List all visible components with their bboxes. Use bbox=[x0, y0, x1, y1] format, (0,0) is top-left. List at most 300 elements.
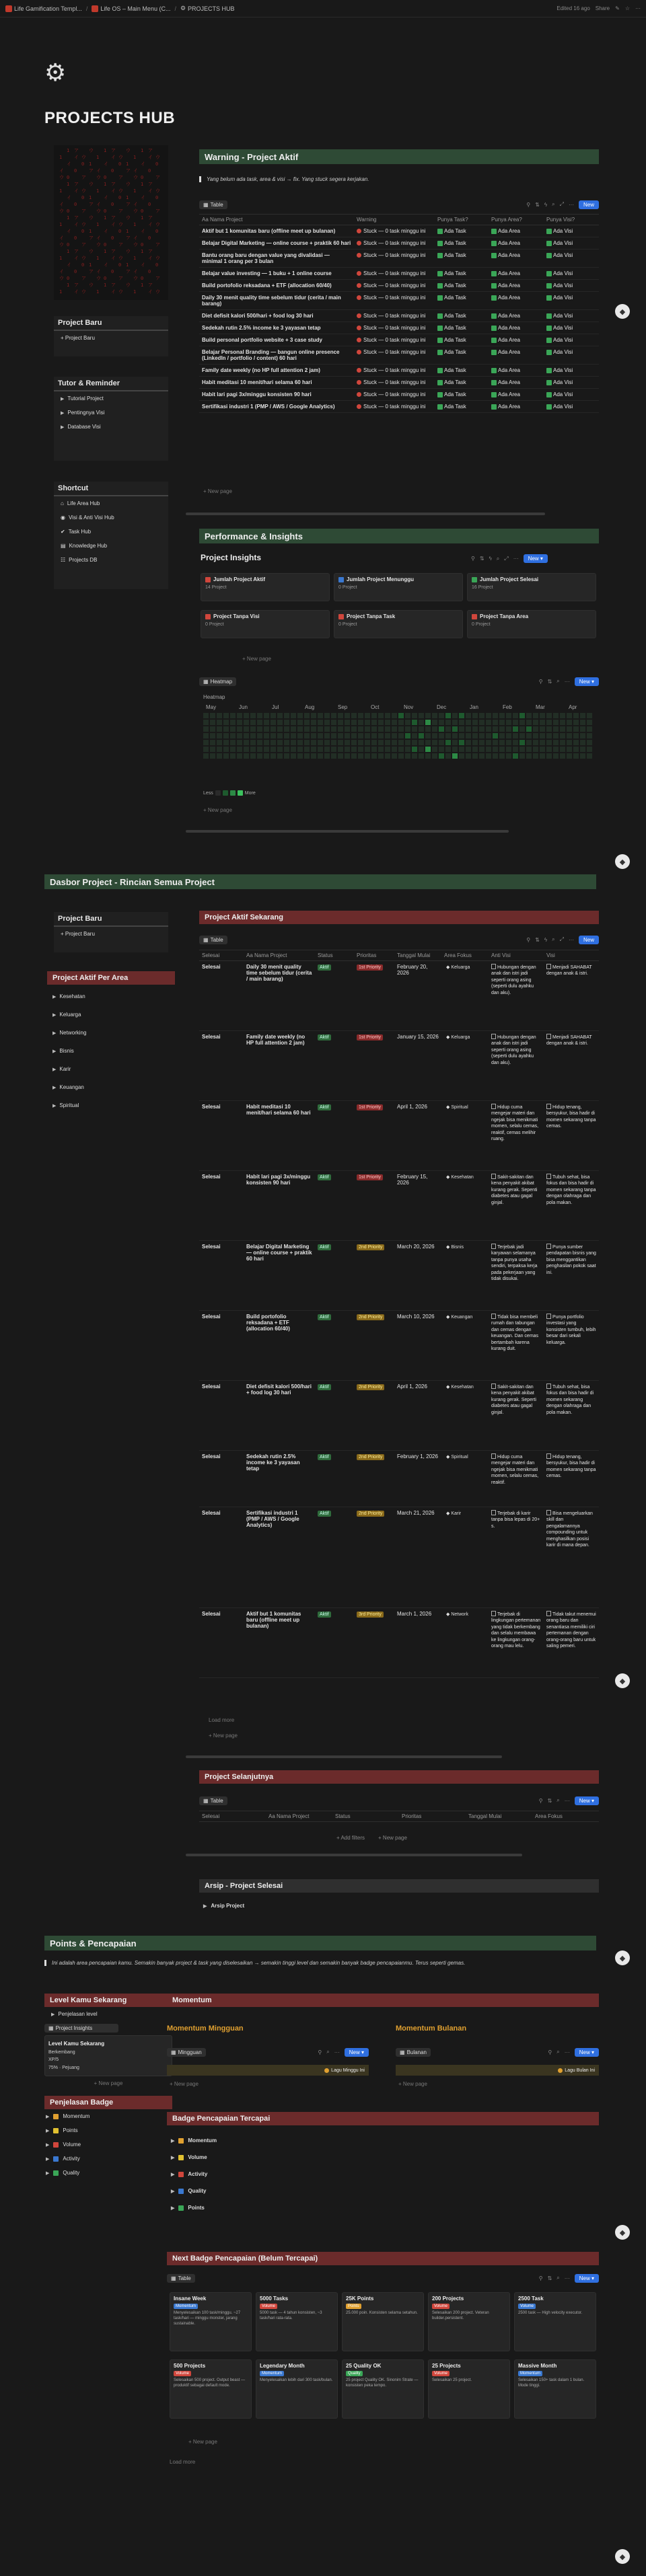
warning-row[interactable] bbox=[199, 250, 599, 268]
heatmap-cell[interactable] bbox=[311, 753, 316, 759]
heatmap-cell[interactable] bbox=[338, 747, 343, 752]
project-name-cell[interactable]: Build portofolio reksadana + ETF (allocation 60/40) bbox=[244, 1311, 315, 1381]
heatmap-cell[interactable] bbox=[223, 740, 229, 745]
badge-explain-item[interactable] bbox=[44, 2109, 172, 2123]
heatmap-cell[interactable] bbox=[573, 740, 579, 745]
heatmap-cell[interactable] bbox=[519, 733, 525, 738]
heatmap-cell[interactable] bbox=[244, 713, 249, 718]
heatmap-cell[interactable] bbox=[466, 720, 471, 725]
level-explain-toggle[interactable]: ▶ Penjelasan level bbox=[51, 2011, 98, 2017]
breadcrumb-3[interactable]: ⚙ PROJECTS HUB bbox=[180, 5, 235, 12]
heatmap-cell[interactable] bbox=[210, 753, 215, 759]
heatmap-cell[interactable] bbox=[412, 720, 417, 725]
heatmap-cell[interactable] bbox=[580, 753, 585, 759]
heatmap-cell[interactable] bbox=[567, 720, 572, 725]
floating-button[interactable]: ◆ bbox=[615, 1673, 630, 1688]
col-area[interactable]: Area Fokus bbox=[441, 950, 489, 961]
filter-icon[interactable]: ⚲ bbox=[548, 2049, 552, 2055]
project-name-cell[interactable]: Belajar value investing — 1 buku + 1 online course bbox=[199, 268, 354, 280]
heatmap-cell[interactable] bbox=[587, 747, 592, 752]
warning-row[interactable] bbox=[199, 225, 599, 237]
heatmap-cell[interactable] bbox=[244, 733, 249, 738]
heatmap-cell[interactable] bbox=[425, 720, 431, 725]
heatmap-cell[interactable] bbox=[405, 747, 410, 752]
antivisi-cell[interactable] bbox=[489, 1101, 544, 1171]
heatmap-cell[interactable] bbox=[324, 726, 330, 732]
heatmap-cell[interactable] bbox=[284, 733, 289, 738]
heatmap-cell[interactable] bbox=[540, 753, 545, 759]
heatmap-cell[interactable] bbox=[486, 713, 491, 718]
heatmap-cell[interactable] bbox=[345, 726, 350, 732]
project-name-cell[interactable]: Diet defisit kalori 500/hari + food log 30 hari bbox=[199, 310, 354, 322]
add-filters-button[interactable]: + Add filters bbox=[336, 1835, 365, 1841]
heatmap-cell[interactable] bbox=[540, 747, 545, 752]
project-name-cell[interactable]: Belajar Digital Marketing — online course + praktik 60 hari bbox=[199, 237, 354, 250]
heatmap-cell[interactable] bbox=[452, 747, 458, 752]
heatmap-cell[interactable] bbox=[223, 713, 229, 718]
heatmap-cell[interactable] bbox=[425, 753, 431, 759]
heatmap-cell[interactable] bbox=[398, 720, 404, 725]
heatmap-cell[interactable] bbox=[250, 747, 256, 752]
heatmap-cell[interactable] bbox=[230, 720, 236, 725]
heatmap-cell[interactable] bbox=[277, 747, 283, 752]
heatmap-cell[interactable] bbox=[358, 747, 363, 752]
col-selesai[interactable]: Selesai bbox=[199, 950, 244, 961]
heatmap-cell[interactable] bbox=[506, 726, 511, 732]
heatmap-cell[interactable] bbox=[385, 733, 390, 738]
heatmap-cell[interactable] bbox=[304, 720, 310, 725]
heatmap-cell[interactable] bbox=[560, 720, 565, 725]
new-project-button[interactable]: + Project Baru bbox=[61, 931, 95, 937]
project-name-cell[interactable]: Habit lari pagi 3x/minggu konsisten 90 hari bbox=[244, 1171, 315, 1241]
antivisi-cell[interactable] bbox=[489, 1171, 544, 1241]
heatmap-cell[interactable] bbox=[223, 733, 229, 738]
heatmap-cell[interactable] bbox=[392, 747, 397, 752]
heatmap-cell[interactable] bbox=[385, 740, 390, 745]
heatmap-cell[interactable] bbox=[567, 753, 572, 759]
heatmap-cell[interactable] bbox=[472, 713, 478, 718]
heatmap-cell[interactable] bbox=[271, 733, 276, 738]
heatmap-cell[interactable] bbox=[519, 726, 525, 732]
heatmap-cell[interactable] bbox=[324, 713, 330, 718]
heatmap-cell[interactable] bbox=[412, 753, 417, 759]
insight-card[interactable] bbox=[467, 573, 596, 601]
heatmap-cell[interactable] bbox=[513, 720, 518, 725]
shortcut-visi[interactable]: ◉ Visi & Anti Visi Hub bbox=[61, 515, 114, 521]
heatmap-cell[interactable] bbox=[472, 733, 478, 738]
heatmap-cell[interactable] bbox=[412, 726, 417, 732]
heatmap-cell[interactable] bbox=[445, 713, 451, 718]
heatmap-cell[interactable] bbox=[506, 753, 511, 759]
heatmap-cell[interactable] bbox=[351, 747, 357, 752]
heatmap-cell[interactable] bbox=[445, 720, 451, 725]
project-row[interactable] bbox=[199, 1031, 599, 1101]
heatmap-cell[interactable] bbox=[560, 753, 565, 759]
heatmap-cell[interactable] bbox=[553, 753, 559, 759]
heatmap-cell[interactable] bbox=[392, 740, 397, 745]
heatmap-cell[interactable] bbox=[479, 747, 485, 752]
heatmap-cell[interactable] bbox=[371, 720, 377, 725]
heatmap-cell[interactable] bbox=[210, 713, 215, 718]
heatmap-cell[interactable] bbox=[425, 726, 431, 732]
heatmap-cell[interactable] bbox=[472, 747, 478, 752]
heatmap-cell[interactable] bbox=[365, 733, 370, 738]
heatmap-cell[interactable] bbox=[459, 713, 464, 718]
new-page-button[interactable]: + New page bbox=[378, 1835, 407, 1841]
heatmap-cell[interactable] bbox=[203, 720, 209, 725]
heatmap-cell[interactable] bbox=[493, 753, 498, 759]
heatmap-cell[interactable] bbox=[519, 720, 525, 725]
heatmap-cell[interactable] bbox=[459, 720, 464, 725]
heatmap-cell[interactable] bbox=[513, 753, 518, 759]
filter-icon[interactable]: ⚲ bbox=[318, 2049, 322, 2055]
warning-row[interactable] bbox=[199, 401, 599, 413]
heatmap-cell[interactable] bbox=[257, 726, 262, 732]
heatmap-cell[interactable] bbox=[486, 753, 491, 759]
heatmap-cell[interactable] bbox=[439, 726, 444, 732]
heatmap-cell[interactable] bbox=[580, 726, 585, 732]
heatmap-cell[interactable] bbox=[210, 740, 215, 745]
heatmap-cell[interactable] bbox=[351, 726, 357, 732]
heatmap-cell[interactable] bbox=[580, 713, 585, 718]
heatmap-cell[interactable] bbox=[412, 747, 417, 752]
project-row[interactable] bbox=[199, 1507, 599, 1608]
heatmap-cell[interactable] bbox=[371, 740, 377, 745]
warning-row[interactable] bbox=[199, 310, 599, 322]
heatmap-cell[interactable] bbox=[479, 726, 485, 732]
project-row[interactable] bbox=[199, 1171, 599, 1241]
heatmap-cell[interactable] bbox=[385, 747, 390, 752]
new-page-button[interactable]: + New page bbox=[170, 2081, 199, 2087]
filter-icon[interactable]: ⚲ bbox=[538, 2275, 543, 2281]
heatmap-cell[interactable] bbox=[398, 713, 404, 718]
heatmap-cell[interactable] bbox=[499, 747, 505, 752]
visi-cell[interactable] bbox=[544, 961, 599, 1031]
heatmap-cell[interactable] bbox=[425, 740, 431, 745]
heatmap-cell[interactable] bbox=[311, 740, 316, 745]
heatmap-cell[interactable] bbox=[513, 733, 518, 738]
heatmap-cell[interactable] bbox=[284, 740, 289, 745]
heatmap-cell[interactable] bbox=[318, 753, 323, 759]
project-name-cell[interactable]: Belajar Personal Branding — bangun online presence (LinkedIn / portfolio / content) 60 hari bbox=[199, 346, 354, 365]
project-name-cell[interactable]: Sedekah rutin 2.5% income ke 3 yayasan tetap bbox=[199, 322, 354, 334]
heatmap-cell[interactable] bbox=[223, 720, 229, 725]
more-icon[interactable]: ··· bbox=[513, 556, 519, 562]
heatmap-cell[interactable] bbox=[432, 720, 437, 725]
heatmap-cell[interactable] bbox=[573, 720, 579, 725]
heatmap-cell[interactable] bbox=[573, 747, 579, 752]
heatmap-cell[interactable] bbox=[365, 720, 370, 725]
search-icon[interactable]: ⌕ bbox=[557, 2275, 560, 2281]
project-name-cell[interactable]: Family date weekly (no HP full attention 2 jam) bbox=[244, 1031, 315, 1101]
heatmap-cell[interactable] bbox=[452, 720, 458, 725]
heatmap-cell[interactable] bbox=[425, 733, 431, 738]
heatmap-cell[interactable] bbox=[210, 747, 215, 752]
heatmap-cell[interactable] bbox=[439, 720, 444, 725]
visi-cell[interactable] bbox=[544, 1031, 599, 1101]
sort-icon[interactable]: ⇅ bbox=[547, 2275, 552, 2281]
shortcut-projects-db[interactable]: ☷ Projects DB bbox=[61, 557, 98, 563]
area-item[interactable] bbox=[47, 1042, 175, 1060]
heatmap-cell[interactable] bbox=[540, 740, 545, 745]
filter-icon[interactable]: ⚲ bbox=[538, 1797, 543, 1804]
project-row[interactable] bbox=[199, 1241, 599, 1311]
heatmap-cell[interactable] bbox=[284, 720, 289, 725]
heatmap-cell[interactable] bbox=[526, 713, 532, 718]
next-badge-card[interactable] bbox=[342, 2292, 424, 2351]
heatmap-cell[interactable] bbox=[466, 753, 471, 759]
heatmap-cell[interactable] bbox=[506, 713, 511, 718]
heatmap-cell[interactable] bbox=[217, 740, 222, 745]
heatmap-cell[interactable] bbox=[291, 726, 296, 732]
heatmap-cell[interactable] bbox=[479, 720, 485, 725]
heatmap-cell[interactable] bbox=[412, 713, 417, 718]
achieved-badge-toggle[interactable] bbox=[170, 2183, 371, 2199]
heatmap-cell[interactable] bbox=[432, 733, 437, 738]
heatmap-cell[interactable] bbox=[237, 740, 242, 745]
heatmap-cell[interactable] bbox=[573, 713, 579, 718]
heatmap-cell[interactable] bbox=[587, 726, 592, 732]
heatmap-cell[interactable] bbox=[519, 753, 525, 759]
heatmap-cell[interactable] bbox=[546, 720, 552, 725]
scrollbar[interactable] bbox=[186, 1755, 502, 1758]
heatmap-cell[interactable] bbox=[580, 720, 585, 725]
project-name-cell[interactable]: Habit meditasi 10 menit/hari selama 60 hari bbox=[199, 377, 354, 389]
heatmap-cell[interactable] bbox=[271, 740, 276, 745]
heatmap-cell[interactable] bbox=[499, 720, 505, 725]
antivisi-cell[interactable] bbox=[489, 961, 544, 1031]
antivisi-cell[interactable] bbox=[489, 1608, 544, 1678]
heatmap-cell[interactable] bbox=[371, 726, 377, 732]
col-status[interactable]: Status bbox=[332, 1811, 399, 1822]
heatmap-cell[interactable] bbox=[432, 747, 437, 752]
project-name-cell[interactable]: Aktif but 1 komunitas baru (offline meet up bulanan) bbox=[199, 225, 354, 237]
heatmap-cell[interactable] bbox=[351, 753, 357, 759]
heatmap-cell[interactable] bbox=[567, 726, 572, 732]
search-icon[interactable]: ⌕ bbox=[496, 555, 500, 562]
area-item[interactable] bbox=[47, 1006, 175, 1024]
heatmap-cell[interactable] bbox=[466, 740, 471, 745]
area-item[interactable] bbox=[47, 987, 175, 1006]
heatmap-cell[interactable] bbox=[486, 747, 491, 752]
heatmap-cell[interactable] bbox=[264, 726, 269, 732]
heatmap-cell[interactable] bbox=[567, 713, 572, 718]
heatmap-cell[interactable] bbox=[587, 720, 592, 725]
heatmap-cell[interactable] bbox=[223, 753, 229, 759]
visi-cell[interactable] bbox=[544, 1507, 599, 1608]
heatmap-cell[interactable] bbox=[533, 726, 538, 732]
heatmap-cell[interactable] bbox=[230, 713, 236, 718]
tutor-item-2[interactable]: ▶ Pentingnya Visi bbox=[61, 410, 105, 416]
sort-icon[interactable]: ⇅ bbox=[479, 556, 485, 562]
heatmap-cell[interactable] bbox=[526, 740, 532, 745]
insight-card[interactable] bbox=[467, 610, 596, 638]
heatmap-cell[interactable] bbox=[587, 740, 592, 745]
heatmap-cell[interactable] bbox=[297, 733, 303, 738]
heatmap-cell[interactable] bbox=[398, 740, 404, 745]
heatmap-cell[interactable] bbox=[331, 720, 336, 725]
expand-icon[interactable]: ⤢ bbox=[559, 201, 564, 207]
badge-explain-item[interactable] bbox=[44, 2152, 175, 2166]
heatmap-cell[interactable] bbox=[439, 713, 444, 718]
new-page-button[interactable]: + New page bbox=[209, 1733, 238, 1739]
heatmap-cell[interactable] bbox=[398, 753, 404, 759]
project-name-cell[interactable]: Diet defisit kalori 500/hari + food log 30 hari bbox=[244, 1381, 315, 1451]
new-button[interactable]: New bbox=[579, 200, 599, 209]
heatmap-cell[interactable] bbox=[291, 753, 296, 759]
heatmap-cell[interactable] bbox=[419, 720, 424, 725]
new-project-button[interactable]: + Project Baru bbox=[61, 335, 95, 341]
project-name-cell[interactable]: Belajar Digital Marketing — online course + praktik 60 hari bbox=[244, 1241, 315, 1311]
heatmap-cell[interactable] bbox=[250, 726, 256, 732]
new-page-button[interactable]: + New page bbox=[242, 656, 271, 662]
heatmap-cell[interactable] bbox=[432, 713, 437, 718]
heatmap-cell[interactable] bbox=[371, 713, 377, 718]
heatmap-cell[interactable] bbox=[345, 747, 350, 752]
heatmap-cell[interactable] bbox=[519, 713, 525, 718]
heatmap-cell[interactable] bbox=[318, 713, 323, 718]
heatmap-cell[interactable] bbox=[419, 726, 424, 732]
area-item[interactable] bbox=[47, 1024, 175, 1042]
heatmap-cell[interactable] bbox=[250, 713, 256, 718]
heatmap-cell[interactable] bbox=[580, 747, 585, 752]
heatmap-cell[interactable] bbox=[271, 713, 276, 718]
tutor-item-3[interactable]: ▶ Database Visi bbox=[61, 424, 101, 430]
heatmap-cell[interactable] bbox=[378, 753, 384, 759]
heatmap-cell[interactable] bbox=[398, 726, 404, 732]
heatmap-cell[interactable] bbox=[351, 733, 357, 738]
heatmap-cell[interactable] bbox=[513, 747, 518, 752]
col-warning[interactable]: Warning bbox=[354, 215, 435, 225]
heatmap-cell[interactable] bbox=[203, 733, 209, 738]
next-badge-card[interactable] bbox=[170, 2292, 252, 2351]
more-icon[interactable]: ··· bbox=[334, 2049, 340, 2055]
insights-view-tab[interactable]: ▦ Project Insights bbox=[44, 2024, 118, 2033]
heatmap-cell[interactable] bbox=[237, 720, 242, 725]
heatmap-cell[interactable] bbox=[244, 747, 249, 752]
heatmap-cell[interactable] bbox=[338, 713, 343, 718]
heatmap-cell[interactable] bbox=[519, 740, 525, 745]
heatmap-cell[interactable] bbox=[546, 733, 552, 738]
heatmap-cell[interactable] bbox=[432, 726, 437, 732]
heatmap-cell[interactable] bbox=[345, 720, 350, 725]
heatmap-cell[interactable] bbox=[257, 753, 262, 759]
heatmap-cell[interactable] bbox=[358, 733, 363, 738]
heatmap-cell[interactable] bbox=[257, 733, 262, 738]
heatmap-cell[interactable] bbox=[472, 753, 478, 759]
heatmap-cell[interactable] bbox=[237, 733, 242, 738]
heatmap-cell[interactable] bbox=[217, 733, 222, 738]
heatmap-cell[interactable] bbox=[506, 747, 511, 752]
heatmap-cell[interactable] bbox=[237, 713, 242, 718]
heatmap-cell[interactable] bbox=[425, 713, 431, 718]
heatmap-cell[interactable] bbox=[567, 733, 572, 738]
lightning-icon[interactable]: ϟ bbox=[544, 936, 548, 943]
heatmap-cell[interactable] bbox=[264, 747, 269, 752]
heatmap-cell[interactable] bbox=[378, 733, 384, 738]
heatmap-cell[interactable] bbox=[351, 740, 357, 745]
heatmap-cell[interactable] bbox=[493, 747, 498, 752]
heatmap-cell[interactable] bbox=[257, 720, 262, 725]
visi-cell[interactable] bbox=[544, 1311, 599, 1381]
heatmap-cell[interactable] bbox=[324, 720, 330, 725]
heatmap-cell[interactable] bbox=[291, 713, 296, 718]
filter-icon[interactable]: ⚲ bbox=[526, 936, 531, 943]
heatmap-cell[interactable] bbox=[297, 713, 303, 718]
heatmap-cell[interactable] bbox=[371, 747, 377, 752]
heatmap-cell[interactable] bbox=[277, 720, 283, 725]
heatmap-cell[interactable] bbox=[331, 733, 336, 738]
heatmap-cell[interactable] bbox=[365, 713, 370, 718]
search-icon[interactable]: ⌕ bbox=[552, 936, 555, 942]
visi-cell[interactable] bbox=[544, 1608, 599, 1678]
lightning-icon[interactable]: ϟ bbox=[489, 556, 492, 562]
heatmap-cell[interactable] bbox=[405, 726, 410, 732]
heatmap-cell[interactable] bbox=[419, 733, 424, 738]
heatmap-cell[interactable] bbox=[533, 733, 538, 738]
scrollbar[interactable] bbox=[186, 830, 509, 833]
heatmap-cell[interactable] bbox=[338, 740, 343, 745]
heatmap-cell[interactable] bbox=[385, 726, 390, 732]
achieved-badge-toggle[interactable] bbox=[170, 2149, 371, 2166]
warning-row[interactable] bbox=[199, 268, 599, 280]
heatmap-cell[interactable] bbox=[203, 713, 209, 718]
heatmap-cell[interactable] bbox=[452, 713, 458, 718]
heatmap-cell[interactable] bbox=[345, 733, 350, 738]
heatmap-cell[interactable] bbox=[560, 713, 565, 718]
heatmap-cell[interactable] bbox=[392, 713, 397, 718]
new-page-button[interactable]: + New page bbox=[398, 2081, 427, 2087]
achieved-badge-toggle[interactable] bbox=[170, 2199, 371, 2216]
heatmap-cell[interactable] bbox=[567, 747, 572, 752]
heatmap-cell[interactable] bbox=[291, 733, 296, 738]
col-nama[interactable]: Aa Nama Project bbox=[199, 215, 354, 225]
heatmap-cell[interactable] bbox=[526, 720, 532, 725]
heatmap-cell[interactable] bbox=[385, 753, 390, 759]
heatmap-cell[interactable] bbox=[318, 726, 323, 732]
heatmap-cell[interactable] bbox=[338, 753, 343, 759]
heatmap-cell[interactable] bbox=[331, 747, 336, 752]
heatmap-cell[interactable] bbox=[365, 740, 370, 745]
new-button[interactable]: New ▾ bbox=[345, 2048, 369, 2057]
heatmap-cell[interactable] bbox=[466, 726, 471, 732]
breadcrumb-2[interactable]: Life OS – Main Menu (C... bbox=[92, 5, 170, 12]
project-row[interactable] bbox=[199, 1608, 599, 1678]
shortcut-life-area[interactable]: ⌂ Life Area Hub bbox=[61, 500, 100, 506]
heatmap-cell[interactable] bbox=[587, 753, 592, 759]
level-card[interactable]: Level Kamu Sekarang Berkembang XP/5 75% · Pejuang bbox=[44, 2035, 172, 2076]
antivisi-cell[interactable] bbox=[489, 1451, 544, 1507]
shortcut-task[interactable]: ✔ Task Hub bbox=[61, 529, 92, 535]
more-icon[interactable]: ··· bbox=[635, 5, 641, 11]
heatmap-cell[interactable] bbox=[452, 733, 458, 738]
heatmap-cell[interactable] bbox=[250, 720, 256, 725]
heatmap-cell[interactable] bbox=[439, 740, 444, 745]
new-page-button[interactable]: + New page bbox=[188, 2439, 217, 2445]
new-button[interactable]: New ▾ bbox=[575, 1796, 599, 1805]
heatmap-cell[interactable] bbox=[203, 753, 209, 759]
heatmap-cell[interactable] bbox=[277, 713, 283, 718]
heatmap-cell[interactable] bbox=[560, 740, 565, 745]
heatmap-cell[interactable] bbox=[405, 713, 410, 718]
new-page-button[interactable]: + New page bbox=[203, 488, 232, 494]
heatmap-cell[interactable] bbox=[291, 720, 296, 725]
project-row[interactable] bbox=[199, 961, 599, 1031]
area-item[interactable] bbox=[47, 1060, 175, 1078]
heatmap-cell[interactable] bbox=[237, 726, 242, 732]
heatmap-cell[interactable] bbox=[277, 753, 283, 759]
heatmap-cell[interactable] bbox=[533, 753, 538, 759]
